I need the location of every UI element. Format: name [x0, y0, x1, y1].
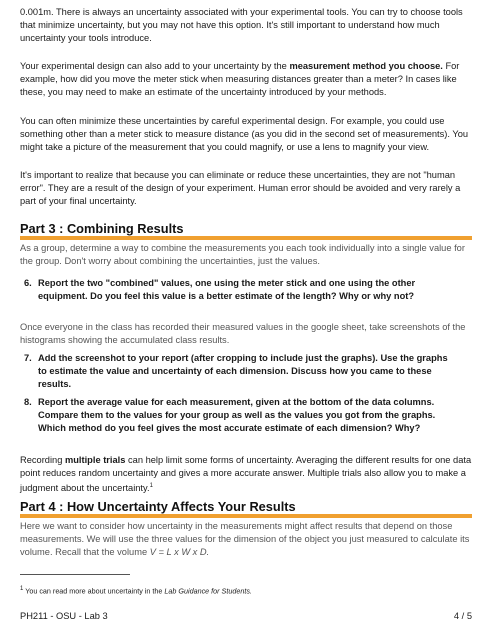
multiple-trials-emphasis: multiple trials [64, 455, 126, 465]
question-8 [24, 396, 450, 435]
intro-text-2b: For example, how did you move the meter stick when measuring distances greater than a meter? In cases like these, you may need to make an estimate of the uncertainty introduced by your methods. [20, 61, 460, 97]
footnote [20, 584, 252, 596]
footnote-ref-1[interactable]: 1 [149, 483, 153, 489]
intro-paragraph-3 [20, 115, 472, 154]
question-7 [24, 352, 450, 391]
volume-formula: V = L x W x D. [149, 547, 210, 557]
question-6-text: Report the two "combined" values, one using the meter stick and one using the other equipment. Do you feel this value is a better estimate of the length? Why or why not? [38, 278, 416, 301]
class-results-note [20, 321, 472, 347]
intro-text-2a: Your experimental design can also add to your uncertainty by the [20, 61, 290, 71]
question-7-text: Add the screenshot to your report (after cropping to include just the graphs). Use the graphs to estimate the value and uncertainty of each dimension. Discuss how you came to these results. [38, 353, 448, 389]
part3-heading: Part 3 : Combining Results [20, 221, 184, 236]
multiple-trials-text-a: Recording [20, 455, 65, 465]
intro-text-4: It's important to realize that because you can eliminate or reduce these uncertainties, they are not "human error". They are a result of the design of your experiment. Human error should be avoided and very rarely a part of your final uncertainty. [20, 170, 461, 206]
part4-heading: Part 4 : How Uncertainty Affects Your Results [20, 499, 296, 514]
part3-rule [20, 236, 472, 240]
footer-course-label: PH211 - OSU - Lab 3 [20, 611, 108, 621]
part4-intro [20, 520, 472, 559]
question-8-text: Report the average value for each measurement, given at the bottom of the data columns. Compare them to the values for your group as well as the values you got from the graphs. Which method do you feel gives the most accurate estimate of each dimension? Why? [38, 397, 436, 433]
question-6 [24, 277, 450, 303]
question-8-number: 8. [24, 397, 32, 407]
intro-paragraph-1 [20, 6, 472, 45]
intro-text-1: 0.001m. There is always an uncertainty associated with your experimental tools. You can try to choose tools that minimize uncertainty, but you may not have this option. It's still important to understand how much uncertainty your tools introduce. [20, 7, 463, 43]
intro-paragraph-2 [20, 60, 472, 99]
part3-intro [20, 242, 472, 268]
footnote-number: 1 [20, 586, 24, 592]
footer-page-number: 4 / 5 [453, 611, 472, 621]
intro-paragraph-4 [20, 169, 472, 208]
intro-text-3: You can often minimize these uncertainties by careful experimental design. For example, you could use something other than a meter stick to measure distance (as you did in the second set of measurements). You might take a picture of the measurement that you could magnify, or use a lens to magnify your view. [20, 116, 469, 152]
class-results-text: Once everyone in the class has recorded their measured values in the google sheet, take screenshots of the histograms showing the accumulated class results. [20, 322, 466, 345]
question-6-number: 6. [24, 278, 32, 288]
multiple-trials-text-b: can help limit some forms of uncertainty. Averaging the different results for one data point reduces random uncertainty and gives a more accurate answer. Multiple trials also allow you to make a judgment about the uncertainty. [20, 455, 472, 494]
footnote-document-title: Lab Guidance for Students. [164, 586, 252, 596]
part3-intro-text: As a group, determine a way to combine the measurements you each took individually into a single value for the group. Don't worry about combining the uncertainties, just the values. [20, 243, 465, 266]
question-7-number: 7. [24, 353, 32, 363]
part4-intro-text: Here we want to consider how uncertainty in the measurements might affect results that depend on those measurements. We will use the three values for the dimension of the object you just measured to calculate its volume. Recall that the volume [20, 521, 470, 557]
multiple-trials-paragraph [20, 454, 472, 495]
footnote-divider [20, 574, 130, 575]
footnote-text: You can read more about uncertainty in the [23, 586, 165, 596]
part4-rule [20, 514, 472, 518]
measurement-method-emphasis: measurement method you choose. [289, 61, 443, 71]
